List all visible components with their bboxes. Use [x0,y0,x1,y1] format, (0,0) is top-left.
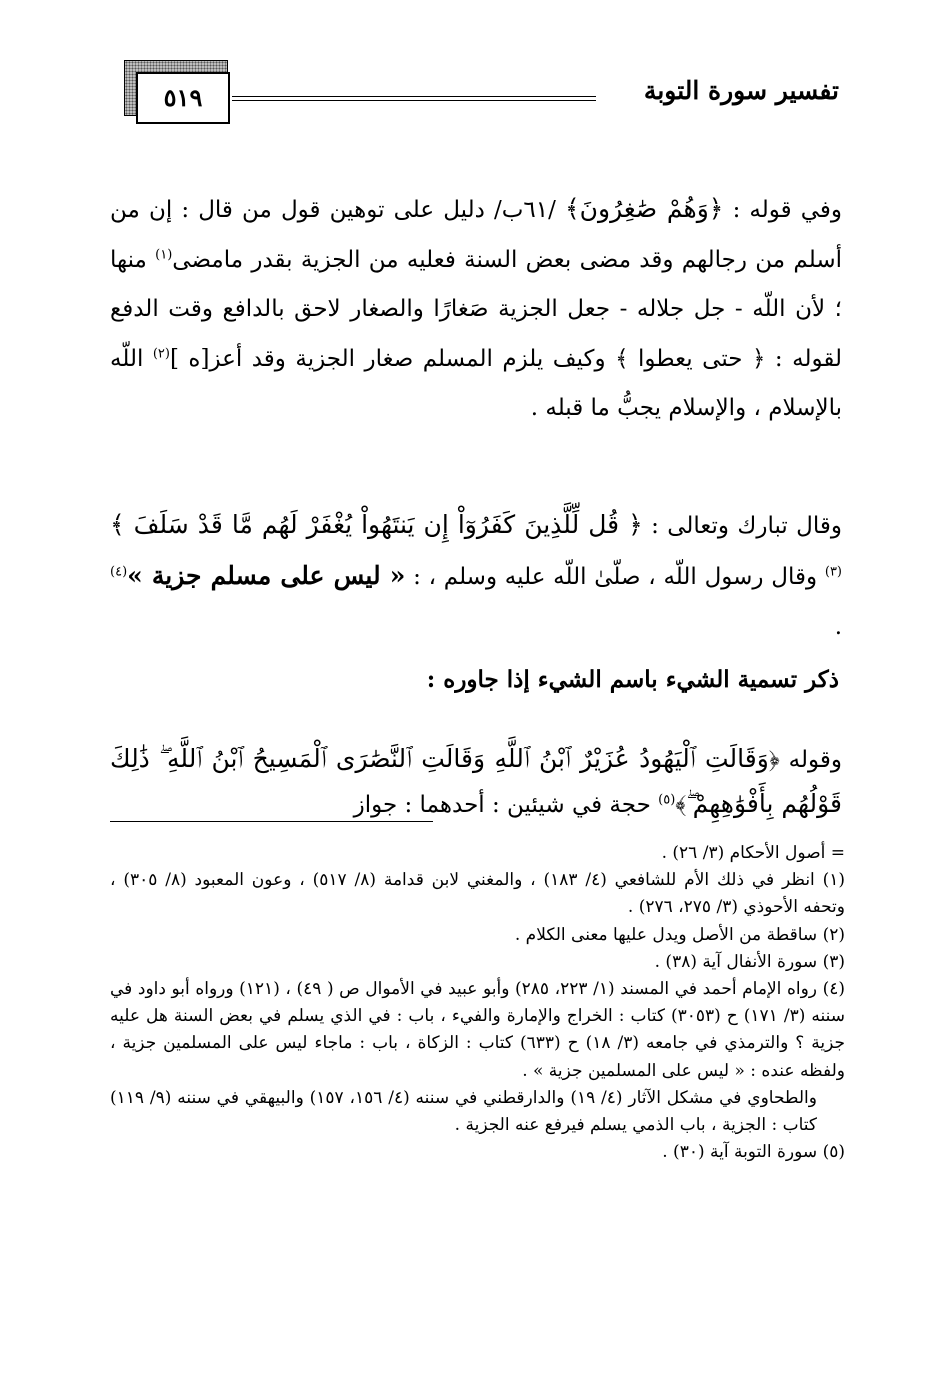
paragraph-3-text-a: وقوله [779,747,842,773]
paragraph-1-text-c: منها ؛ لأن اللّه - جل جلاله - جعل الجزية صَغارًا والصغار لاحق بالدافع وقت الدفع لقوله : [110,246,843,372]
paragraph-1 [110,184,842,434]
footnote-1: (١) انظر في ذلك الأم للشافعي (٤/ ١٨٣) ، والمغني لابن قدامة (٨/ ٥١٧) ، وعون المعبود (٨/ ٣٠٥) ، وتحفه الأحوذي (٣/ ٢٧٥، ٢٧٦) . [110,870,846,918]
paragraph-2-text-a: وقال تبارك وتعالى : [642,513,842,539]
quran-quote-hatta-yutu: ﴿ حتى يعطوا ﴾ [615,345,766,372]
footnotes [110,840,845,1166]
quote-underline [110,821,433,822]
paragraph-3 [110,737,842,827]
footnote-ref-3: (٣) [824,564,842,580]
footnote-ref-4: (٤) [110,564,128,580]
footnote-4: (٤) رواه الإمام أحمد في المسند (١/ ٢٢٣، ٢٨٥) وأبو عبيد في الأموال ص ( ٤٩) ، (١٢١) ورواه أبو داود في سننه (٣/ ١٧١) ح (٣٠٥٣) كتاب : الخراج والإمارة والفيء ، باب : في الذي يسلم في بعض السنة هل عليه جزية ؟ والترمذي في جامعه (٣/ ١٨) ح (٦٣٣) كتاب : الزكاة ، باب : ماجاء ليس على المسلمين جزية ، ولفظه عنده : « ليس على المسلمين جزية » . [110,979,845,1081]
hadith-quote: « ليس على مسلم جزية » [127,561,406,590]
footnote-2: (٢) ساقطة من الأصل ويدل عليها معنى الكلام . [514,924,845,945]
paragraph-2-text-c: . [834,614,842,640]
paragraph-2-text-b: وقال رسول اللّه ، صلّىٰ اللّه عليه وسلم ، : [405,564,825,590]
page-number: ٥١٩ [136,72,230,124]
paragraph-1-text-b: /٦١ب/ دليل على توهين قول من قال : إن من أسلم من رجالهم وقد مضى بعض السنة فعليه من الجزية بقدر مامضى [110,197,842,273]
footnote-4-continued: والطحاوي في مشكل الآثار (٤/ ١٩) والدارقطني في سننه (٤/ ١٥٦، ١٥٧) والبيهقي في سننه (٩/ ١١٩) كتاب : الجزية ، باب الذمي يسلم فيرفع عنه الجزية . [110,1087,817,1136]
footnote-ref-5: (٥) [658,792,676,808]
running-title: تفسير سورة التوبة [643,76,839,105]
footnote-ref-2: (٢) [152,346,170,362]
header-rule [232,96,596,101]
paragraph-1-text-d: وكيف يلزم المسلم صغار الجزية وقد أعز[ه ] [169,345,616,372]
paragraph-3-text-b: حجة في شيئين : أحدهما : جواز [353,792,659,818]
quran-quote-tawbah-30: ﴿وَقَالَتِ ٱلْيَهُودُ عُزَيْرٌ ٱبْنُ ٱللَّهِ وَقَالَتِ ٱلنَّصَٰرَى ٱلْمَسِيحُ ٱبْنُ ٱللَّهِ ۖ ذَٰلِكَ قَوْلُهُم بِأَفْوَٰهِهِمْ ۖ﴾ [110,744,842,818]
quran-quote-sagirun: ﴿وَهُمْ صَٰغِرُونَ﴾ [564,194,724,223]
footnote-3: (٣) سورة الأنفال آية (٣٨) . [654,951,845,972]
section-heading: ذكر تسمية الشيء باسم الشيء إذا جاوره : [426,666,839,693]
footnote-ref-1: (١) [155,246,173,262]
footnote-continuation: = أصول الأحكام (٣/ ٢٦) . [661,843,845,863]
footnote-5: (٥) سورة التوبة آية (٣٠) . [662,1142,845,1163]
paragraph-1-text-e: اللّه بالإسلام ، والإسلام يجبُّ ما قبله . [110,345,842,422]
paragraph-1-text-a: وفي قوله : [723,197,843,223]
paragraph-2 [110,500,842,652]
quran-quote-anfal-38: ﴿ قُل لِّلَّذِينَ كَفَرُوٓاْ إِن يَنتَهُواْ يُغْفَرْ لَهُم مَّا قَدْ سَلَفَ ﴾ [110,510,643,539]
